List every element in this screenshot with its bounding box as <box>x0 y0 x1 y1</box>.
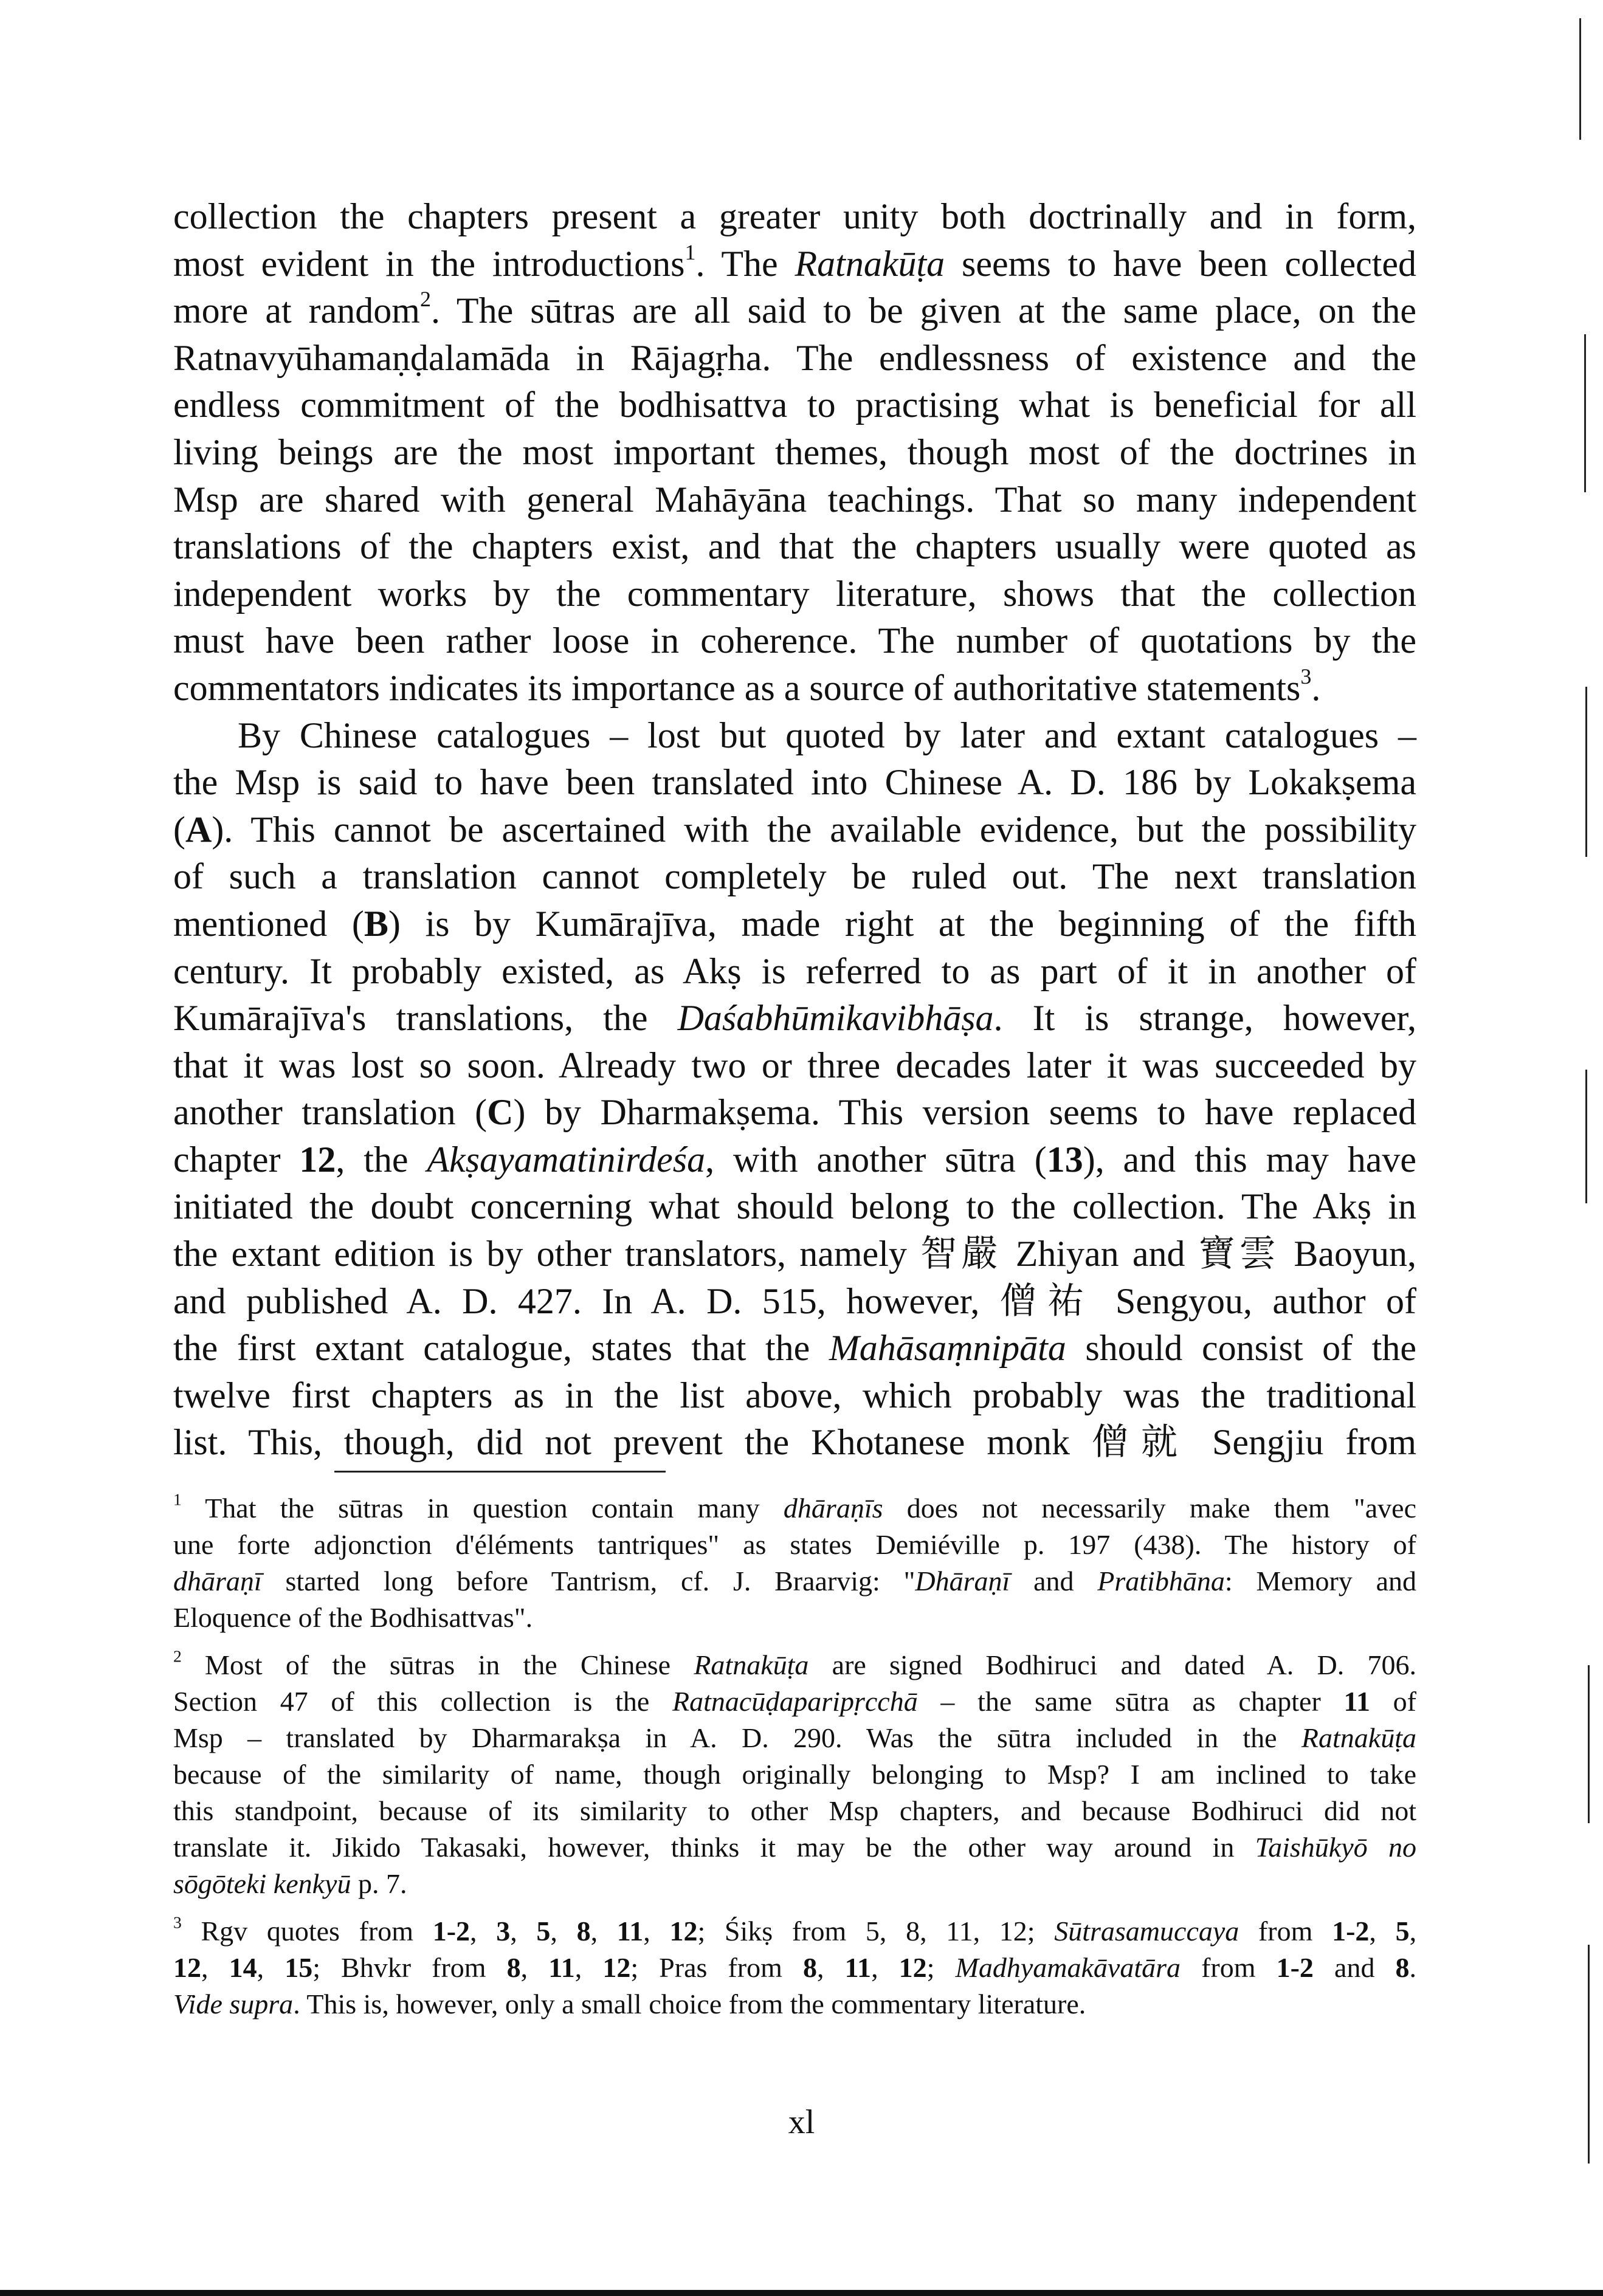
bold-text: 8 <box>1395 1952 1410 1983</box>
bold-text: 12 <box>898 1952 927 1983</box>
text-line <box>173 382 1416 429</box>
bold-text: 12 <box>602 1952 631 1983</box>
text-run: of such a translation cannot completely be ruled out. The next translation <box>173 856 1416 897</box>
footnote-1 <box>173 1490 1416 1636</box>
bold-text: 12 <box>299 1139 336 1180</box>
bold-text: 1-2 <box>1276 1952 1314 1983</box>
text-run: translations of the chapters exist, and that the chapters usually were quoted as <box>173 526 1416 567</box>
text-run: the first extant catalogue, states that the <box>173 1328 829 1369</box>
italic-text: Mahāsaṃnipāta <box>829 1328 1066 1369</box>
footnote-marker: 2 <box>419 287 431 312</box>
text-run: should consist of the <box>1066 1328 1416 1369</box>
footnote-marker: 3 <box>173 1913 182 1932</box>
text-line <box>173 759 1416 806</box>
paragraph <box>173 712 1416 1467</box>
text-run: ; <box>926 1952 956 1983</box>
text-run: of <box>1370 1686 1416 1717</box>
footnote-marker: 3 <box>1300 664 1312 689</box>
text-run: , <box>574 1952 603 1983</box>
text-run: from <box>1239 1916 1332 1947</box>
text-run: chapter <box>173 1139 300 1180</box>
text-run: , <box>201 1952 229 1983</box>
text-run: the Msp is said to have been translated into Chinese A. D. 186 by Lokakṣema <box>173 762 1416 803</box>
text-run: endless commitment of the bodhisattva to practising what is beneficial for all <box>173 385 1416 425</box>
text-run: , <box>590 1916 617 1947</box>
italic-text: Ratnakūṭa <box>795 243 945 284</box>
text-run: living beings are the most important themes, though most of the doctrines in <box>173 431 1416 472</box>
text-run: are signed Bodhiruci and dated A. D. 706. <box>808 1649 1416 1680</box>
footnote-separator <box>334 1471 666 1473</box>
footnote-line <box>173 1829 1416 1866</box>
bold-text: 5 <box>1395 1916 1410 1947</box>
footnote-marker: 2 <box>173 1646 182 1666</box>
text-line <box>173 1372 1416 1420</box>
text-run: . It is strange, however, <box>993 998 1417 1039</box>
italic-text: Madhyamakāvatāra <box>955 1952 1181 1983</box>
footnote-marker: 1 <box>684 239 696 264</box>
text-run: , <box>643 1916 670 1947</box>
footnote-3 <box>173 1913 1416 2023</box>
text-run: , <box>871 1952 899 1983</box>
paragraph <box>173 193 1416 712</box>
bold-text: B <box>364 903 388 944</box>
footnote-line <box>173 1793 1416 1829</box>
text-line <box>173 617 1416 665</box>
bold-text: 12 <box>173 1952 201 1983</box>
text-line <box>173 901 1416 948</box>
text-run: Eloquence of the Bodhisattvas". <box>173 1602 533 1633</box>
text-run: Most of the sūtras in the Chinese <box>181 1649 694 1680</box>
footnote-line <box>173 1866 1416 1902</box>
text-run: from <box>1181 1952 1277 1983</box>
italic-text: Ratnakūṭa <box>1301 1722 1416 1753</box>
bold-text: 3 <box>496 1916 511 1947</box>
text-run: and published A. D. 427. In A. D. 515, however, 僧祐 Sengyou, author of <box>173 1280 1416 1321</box>
text-run: , <box>550 1916 577 1947</box>
text-run: ) by Dharmakṣema. This version seems to have replaced <box>513 1092 1416 1133</box>
text-line <box>173 1419 1416 1466</box>
text-line <box>173 948 1416 995</box>
scan-edge-mark <box>1588 1665 1590 1823</box>
italic-text: Akṣayamatinirdeśa <box>427 1139 706 1180</box>
text-run: ; Pras from <box>630 1952 803 1983</box>
bold-text: 11 <box>616 1916 644 1947</box>
text-line <box>173 335 1416 382</box>
bold-text: A <box>185 809 212 850</box>
text-run: and <box>1010 1566 1098 1597</box>
text-run: , <box>510 1916 537 1947</box>
bold-text: 1-2 <box>1332 1916 1370 1947</box>
text-line <box>173 712 1416 760</box>
text-line <box>173 853 1416 901</box>
italic-text: Daśabhūmikavibhāṣa <box>677 998 994 1039</box>
italic-text: Vide supra <box>173 1988 294 2019</box>
text-line <box>173 476 1416 524</box>
bold-text: C <box>487 1092 514 1133</box>
text-line <box>173 287 1416 335</box>
text-run: seems to have been collected <box>945 243 1417 284</box>
text-run: ). This cannot be ascertained with the available evidence, but the possibility <box>212 809 1416 850</box>
text-run: p. 7. <box>351 1868 407 1899</box>
text-line <box>173 571 1416 618</box>
text-run: Ratnavyūhamaṇḍalamāda in Rājagṛha. The endlessness of existence and the <box>173 337 1416 378</box>
text-run: Msp – translated by Dharmarakṣa in A. D. 290. Was the sūtra included in the <box>173 1722 1301 1753</box>
text-run: . The sūtras are all said to be given at the same place, on the <box>430 290 1416 331</box>
bold-text: 13 <box>1046 1139 1083 1180</box>
text-run: Section 47 of this collection is the <box>173 1686 672 1717</box>
text-run: century. It probably existed, as Akṣ is referred to as part of it in another of <box>173 950 1416 991</box>
text-line <box>173 1325 1416 1372</box>
footnote-marker: 1 <box>173 1490 182 1509</box>
text-line <box>173 1278 1416 1325</box>
text-line <box>173 193 1416 241</box>
scan-edge-mark <box>1585 1070 1587 1203</box>
text-run: : Memory and <box>1224 1566 1416 1597</box>
text-run: ), and this may have <box>1083 1139 1416 1180</box>
text-run: initiated the doubt concerning what should belong to the collection. The Akṣ in <box>173 1186 1416 1227</box>
text-run: une forte adjonction d'éléments tantriques" as states Demiéville p. 197 (438). The history of <box>173 1529 1416 1560</box>
footnote-line <box>173 1600 1416 1636</box>
text-run: ( <box>173 809 185 850</box>
italic-text: dhāraṇī <box>173 1566 262 1597</box>
bold-text: 1-2 <box>432 1916 471 1947</box>
bold-text: 12 <box>669 1916 698 1947</box>
text-run: commentators indicates its importance as a source of authoritative statements <box>173 667 1301 708</box>
footnotes <box>173 1490 1416 2033</box>
italic-text: sōgōteki kenkyū <box>173 1868 351 1899</box>
italic-text: Taishūkyō no <box>1255 1832 1416 1863</box>
text-run: more at random <box>173 290 420 331</box>
text-run: . <box>1409 1952 1417 1983</box>
scan-edge-mark <box>1579 18 1581 140</box>
bold-text: 15 <box>284 1952 313 1983</box>
text-run: , <box>257 1952 285 1983</box>
text-line <box>173 1183 1416 1231</box>
text-line <box>173 523 1416 571</box>
scan-edge-mark <box>1588 1945 1590 2164</box>
text-run: ; Śikṣ from 5, 8, 11, 12; <box>697 1916 1055 1947</box>
text-run: ; Bhvkr from <box>312 1952 507 1983</box>
footnote-line <box>173 1527 1416 1563</box>
text-line <box>173 665 1416 712</box>
footnote-line <box>173 1756 1416 1793</box>
text-run: Rgv quotes from <box>181 1916 433 1947</box>
bold-text: 14 <box>229 1952 257 1983</box>
text-run: , <box>1369 1916 1396 1947</box>
footnote-line <box>173 1720 1416 1756</box>
text-run: By Chinese catalogues – lost but quoted by later and extant catalogues – <box>238 715 1416 755</box>
text-run: , <box>470 1916 497 1947</box>
text-run: , <box>817 1952 845 1983</box>
text-run: because of the similarity of name, though originally belonging to Msp? I am inclined to take <box>173 1759 1416 1790</box>
text-run: . The <box>695 243 795 284</box>
italic-text: dhāraṇīs <box>783 1493 883 1524</box>
text-line <box>173 1231 1416 1278</box>
footnote-line <box>173 1950 1416 1986</box>
italic-text: Ratnacūḍaparipṛcchā <box>672 1686 918 1717</box>
text-line <box>173 1089 1416 1136</box>
text-run: does not necessarily make them "avec <box>883 1493 1416 1524</box>
text-run: – the same sūtra as chapter <box>917 1686 1344 1717</box>
italic-text: Pratibhāna <box>1097 1566 1225 1597</box>
text-run: another translation ( <box>173 1092 488 1133</box>
text-line <box>173 806 1416 854</box>
text-run: , <box>520 1952 549 1983</box>
text-run: , the <box>336 1139 427 1180</box>
bold-text: 11 <box>1343 1686 1370 1717</box>
text-run: list. This, though, did not prevent the Khotanese monk 僧就 Sengjiu from <box>173 1422 1416 1463</box>
text-run: , with another sūtra ( <box>705 1139 1047 1180</box>
italic-text: Ratnakūṭa <box>694 1649 809 1680</box>
text-run: must have been rather loose in coherence. The number of quotations by the <box>173 620 1416 661</box>
text-run: twelve first chapters as in the list above, which probably was the traditional <box>173 1375 1416 1415</box>
bold-text: 5 <box>536 1916 551 1947</box>
body-text <box>173 193 1416 1466</box>
text-line <box>173 1136 1416 1184</box>
italic-text: Dhāraṇī <box>915 1566 1010 1597</box>
text-run: independent works by the commentary literature, shows that the collection <box>173 573 1416 614</box>
bold-text: 11 <box>844 1952 872 1983</box>
text-run: and <box>1313 1952 1396 1983</box>
footnote-line <box>173 1913 1416 1950</box>
scan-edge-mark <box>1585 687 1587 857</box>
text-run: that it was lost so soon. Already two or three decades later it was succeeded by <box>173 1045 1416 1085</box>
text-line <box>173 429 1416 476</box>
text-run: translate it. Jikido Takasaki, however, thinks it may be the other way around in <box>173 1832 1255 1863</box>
bold-text: 8 <box>576 1916 591 1947</box>
footnote-line <box>173 1490 1416 1527</box>
text-run: the extant edition is by other translators, namely 智嚴 Zhiyan and 寶雲 Baoyun, <box>173 1234 1416 1274</box>
text-run: started long before Tantrism, cf. J. Braarvig: " <box>261 1566 915 1597</box>
page-number: xl <box>788 2103 815 2141</box>
text-run: . This is, however, only a small choice from the commentary literature. <box>293 1988 1086 2019</box>
footnote-line <box>173 1563 1416 1600</box>
text-line <box>173 1042 1416 1090</box>
text-run: ) is by Kumārajīva, made right at the beginning of the fifth <box>388 903 1416 944</box>
text-line <box>173 241 1416 288</box>
footnote-line <box>173 1647 1416 1683</box>
text-run: , <box>1409 1916 1417 1947</box>
text-run: collection the chapters present a greater unity both doctrinally and in form, <box>173 196 1416 236</box>
footnote-2 <box>173 1647 1416 1902</box>
text-run: . <box>1311 667 1321 708</box>
italic-text: Sūtrasamuccaya <box>1054 1916 1239 1947</box>
scan-edge-mark <box>1584 334 1586 492</box>
text-run: most evident in the introductions <box>173 243 685 284</box>
footnote-line <box>173 1986 1416 2023</box>
bold-text: 11 <box>548 1952 575 1983</box>
text-run: this standpoint, because of its similarity to other Msp chapters, and because Bodhiruci did not <box>173 1795 1416 1826</box>
bold-text: 8 <box>803 1952 817 1983</box>
footnote-line <box>173 1683 1416 1720</box>
scan-bottom-edge <box>0 2290 1603 2296</box>
text-run: mentioned ( <box>173 903 364 944</box>
text-run: Kumārajīva's translations, the <box>173 998 678 1039</box>
text-run: Msp are shared with general Mahāyāna teachings. That so many independent <box>173 479 1416 520</box>
bold-text: 8 <box>506 1952 521 1983</box>
text-run: That the sūtras in question contain many <box>181 1493 784 1524</box>
text-line <box>173 995 1416 1042</box>
